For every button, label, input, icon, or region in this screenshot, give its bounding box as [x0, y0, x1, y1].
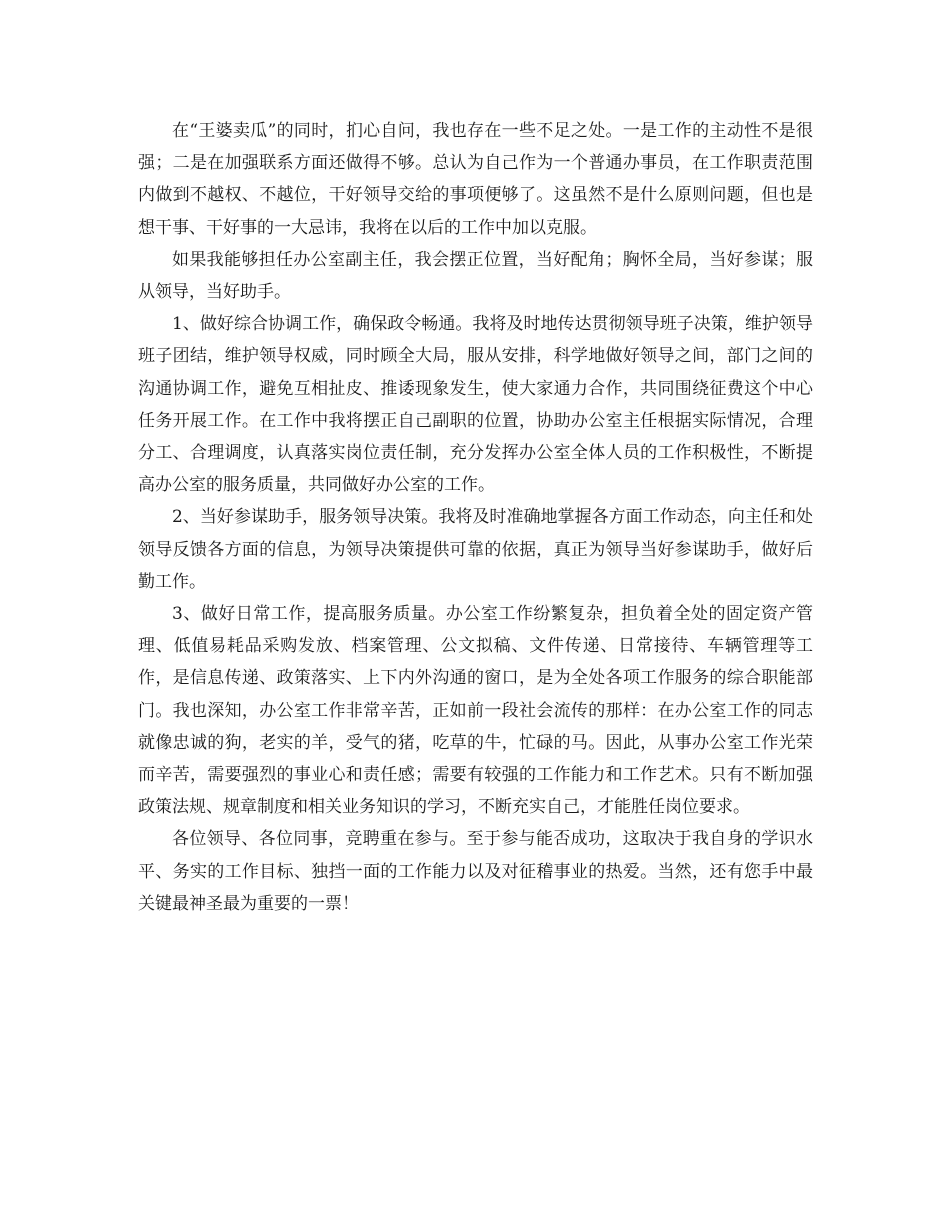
paragraph-point-2-advisor: 2、当好参谋助手，服务领导决策。我将及时准确地掌握各方面工作动态，向主任和处领导反馈各方面的信息，为领导决策提供可靠的依据，真正为领导当好参谋助手，做好后勤工作。: [138, 507, 813, 592]
paragraph-role-commitment: 如果我能够担任办公室副主任，我会摆正位置，当好配角；胸怀全局，当好参谋；服从领导，当好助手。: [138, 249, 813, 303]
paragraph-closing: 各位领导、各位同事，竞聘重在参与。至于参与能否成功，这取决于我自身的学识水平、务实的工作目标、独挡一面的工作能力以及对征稽事业的热爱。当然，还有您手中最关键最神圣最为重要的一票！: [138, 829, 813, 914]
paragraph-self-reflection: 在“王婆卖瓜”的同时，扪心自问，我也存在一些不足之处。一是工作的主动性不是很强；二是在加强联系方面还做得不够。总认为自己作为一个普通办事员，在工作职责范围内做到不越权、不越位，干好领导交给的事项便够了。这虽然不是什么原则问题，但也是想干事、干好事的一大忌讳，我将在以后的工作中加以克服。: [138, 121, 813, 238]
paragraph-point-1-coordination: 1、做好综合协调工作，确保政令畅通。我将及时地传达贯彻领导班子决策，维护领导班子团结，维护领导权威，同时顾全大局，服从安排，科学地做好领导之间，部门之间的沟通协调工作，避免互相扯皮、推诿现象发生，使大家通力合作，共同围绕征费这个中心任务开展工作。在工作中我将摆正自己副职的位置，协助办公室主任根据实际情况，合理分工、合理调度，认真落实岗位责任制，充分发挥办公室全体人员的工作积极性，不断提高办公室的服务质量，共同做好办公室的工作。: [138, 314, 813, 496]
paragraph-point-3-daily-work: 3、做好日常工作，提高服务质量。办公室工作纷繁复杂，担负着全处的固定资产管理、低值易耗品采购发放、档案管理、公文拟稿、文件传递、日常接待、车辆管理等工作，是信息传递、政策落实、上下内外沟通的窗口，是为全处各项工作服务的综合职能部门。我也深知，办公室工作非常辛苦，正如前一段社会流传的那样：在办公室工作的同志就像忠诚的狗，老实的羊，受气的猪，吃草的牛，忙碌的马。因此，从事办公室工作光荣而辛苦，需要强烈的事业心和责任感；需要有较强的工作能力和工作艺术。只有不断加强政策法规、规章制度和相关业务知识的学习，不断充实自己，才能胜任岗位要求。: [138, 604, 813, 818]
document-body: [138, 115, 813, 920]
